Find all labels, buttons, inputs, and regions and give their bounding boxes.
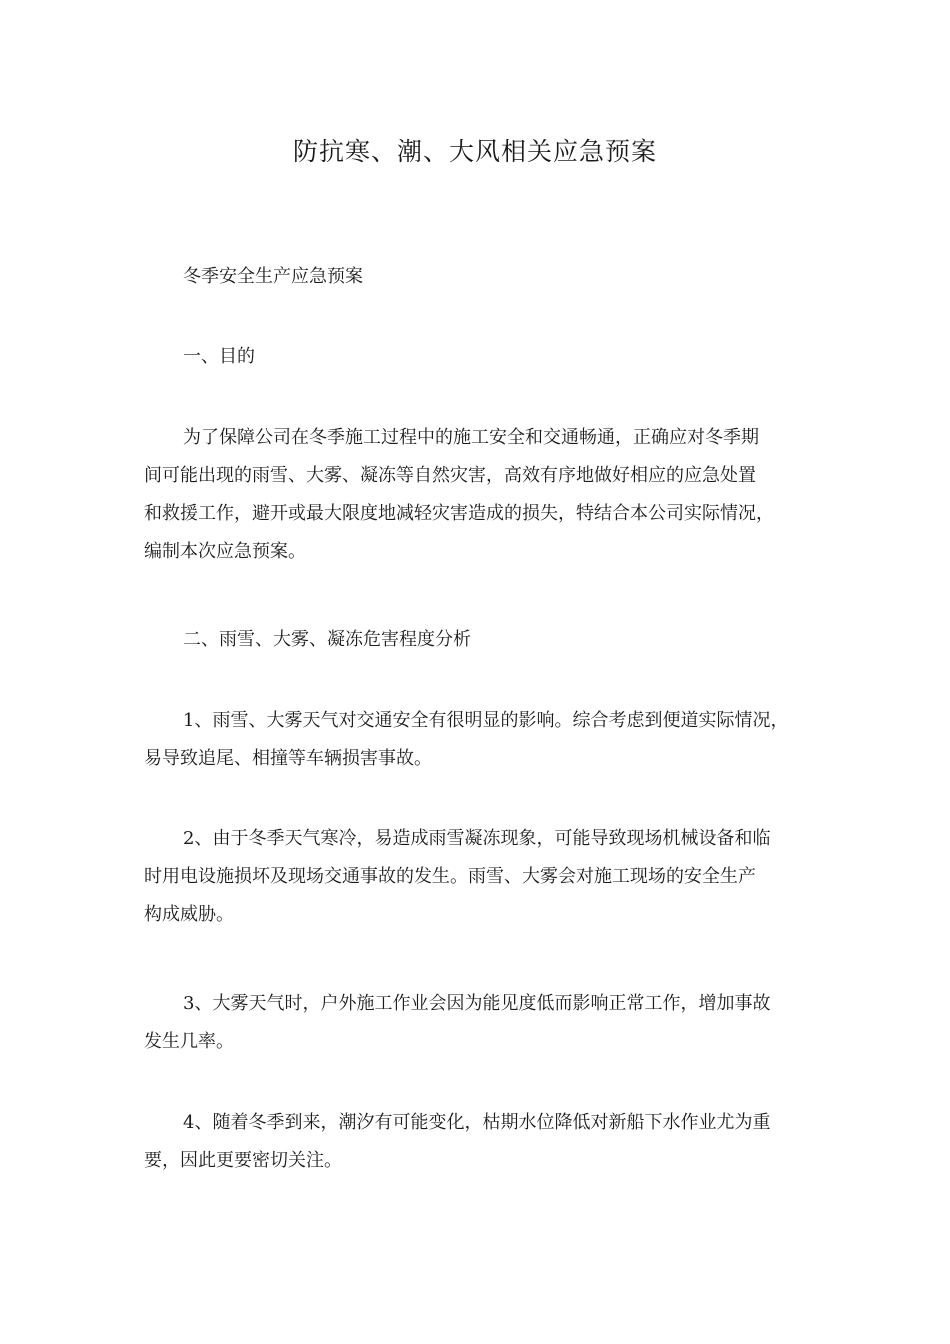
paragraph-line: 3、大雾天气时，户外施工作业会因为能见度低而影响正常工作，增加事故 (183, 993, 771, 1014)
paragraph-line: 2、由于冬季天气寒冷，易造成雨雪凝冻现象，可能导致现场机械设备和临 (183, 828, 771, 849)
document-title: 防抗寒、潮、大风相关应急预案 (292, 137, 657, 166)
paragraph-line: 为了保障公司在冬季施工过程中的施工安全和交通畅通，正确应对冬季期 (183, 427, 759, 448)
paragraph-line: 时用电设施损坏及现场交通事故的发生。雨雪、大雾会对施工现场的安全生产 (144, 866, 756, 887)
paragraph-line: 4、随着冬季到来，潮汐有可能变化，枯期水位降低对新船下水作业尤为重 (183, 1112, 771, 1133)
section-2-item-4 (144, 1104, 824, 1180)
section-1-paragraph (144, 419, 824, 571)
section-2-item-1 (144, 702, 824, 778)
paragraph-line: 发生几率。 (144, 1031, 234, 1052)
document-subtitle: 冬季安全生产应急预案 (183, 266, 363, 287)
paragraph-line: 构成威胁。 (144, 904, 234, 925)
paragraph-line: 间可能出现的雨雪、大雾、凝冻等自然灾害，高效有序地做好相应的应急处置 (144, 465, 756, 486)
section-1-heading: 一、目的 (183, 346, 255, 367)
section-2-heading: 二、雨雪、大雾、凝冻危害程度分析 (183, 629, 471, 650)
paragraph-line: 易导致追尾、相撞等车辆损害事故。 (144, 748, 432, 769)
paragraph-line: 和救援工作，避开或最大限度地减轻灾害造成的损失，特结合本公司实际情况， (144, 503, 774, 524)
section-2-item-2 (144, 820, 824, 934)
section-2-item-3 (144, 985, 824, 1061)
paragraph-line: 编制本次应急预案。 (144, 541, 306, 562)
paragraph-line: 1、雨雪、大雾天气对交通安全有很明显的影响。综合考虑到便道实际情况， (183, 710, 789, 731)
paragraph-line: 要，因此更要密切关注。 (144, 1150, 342, 1171)
